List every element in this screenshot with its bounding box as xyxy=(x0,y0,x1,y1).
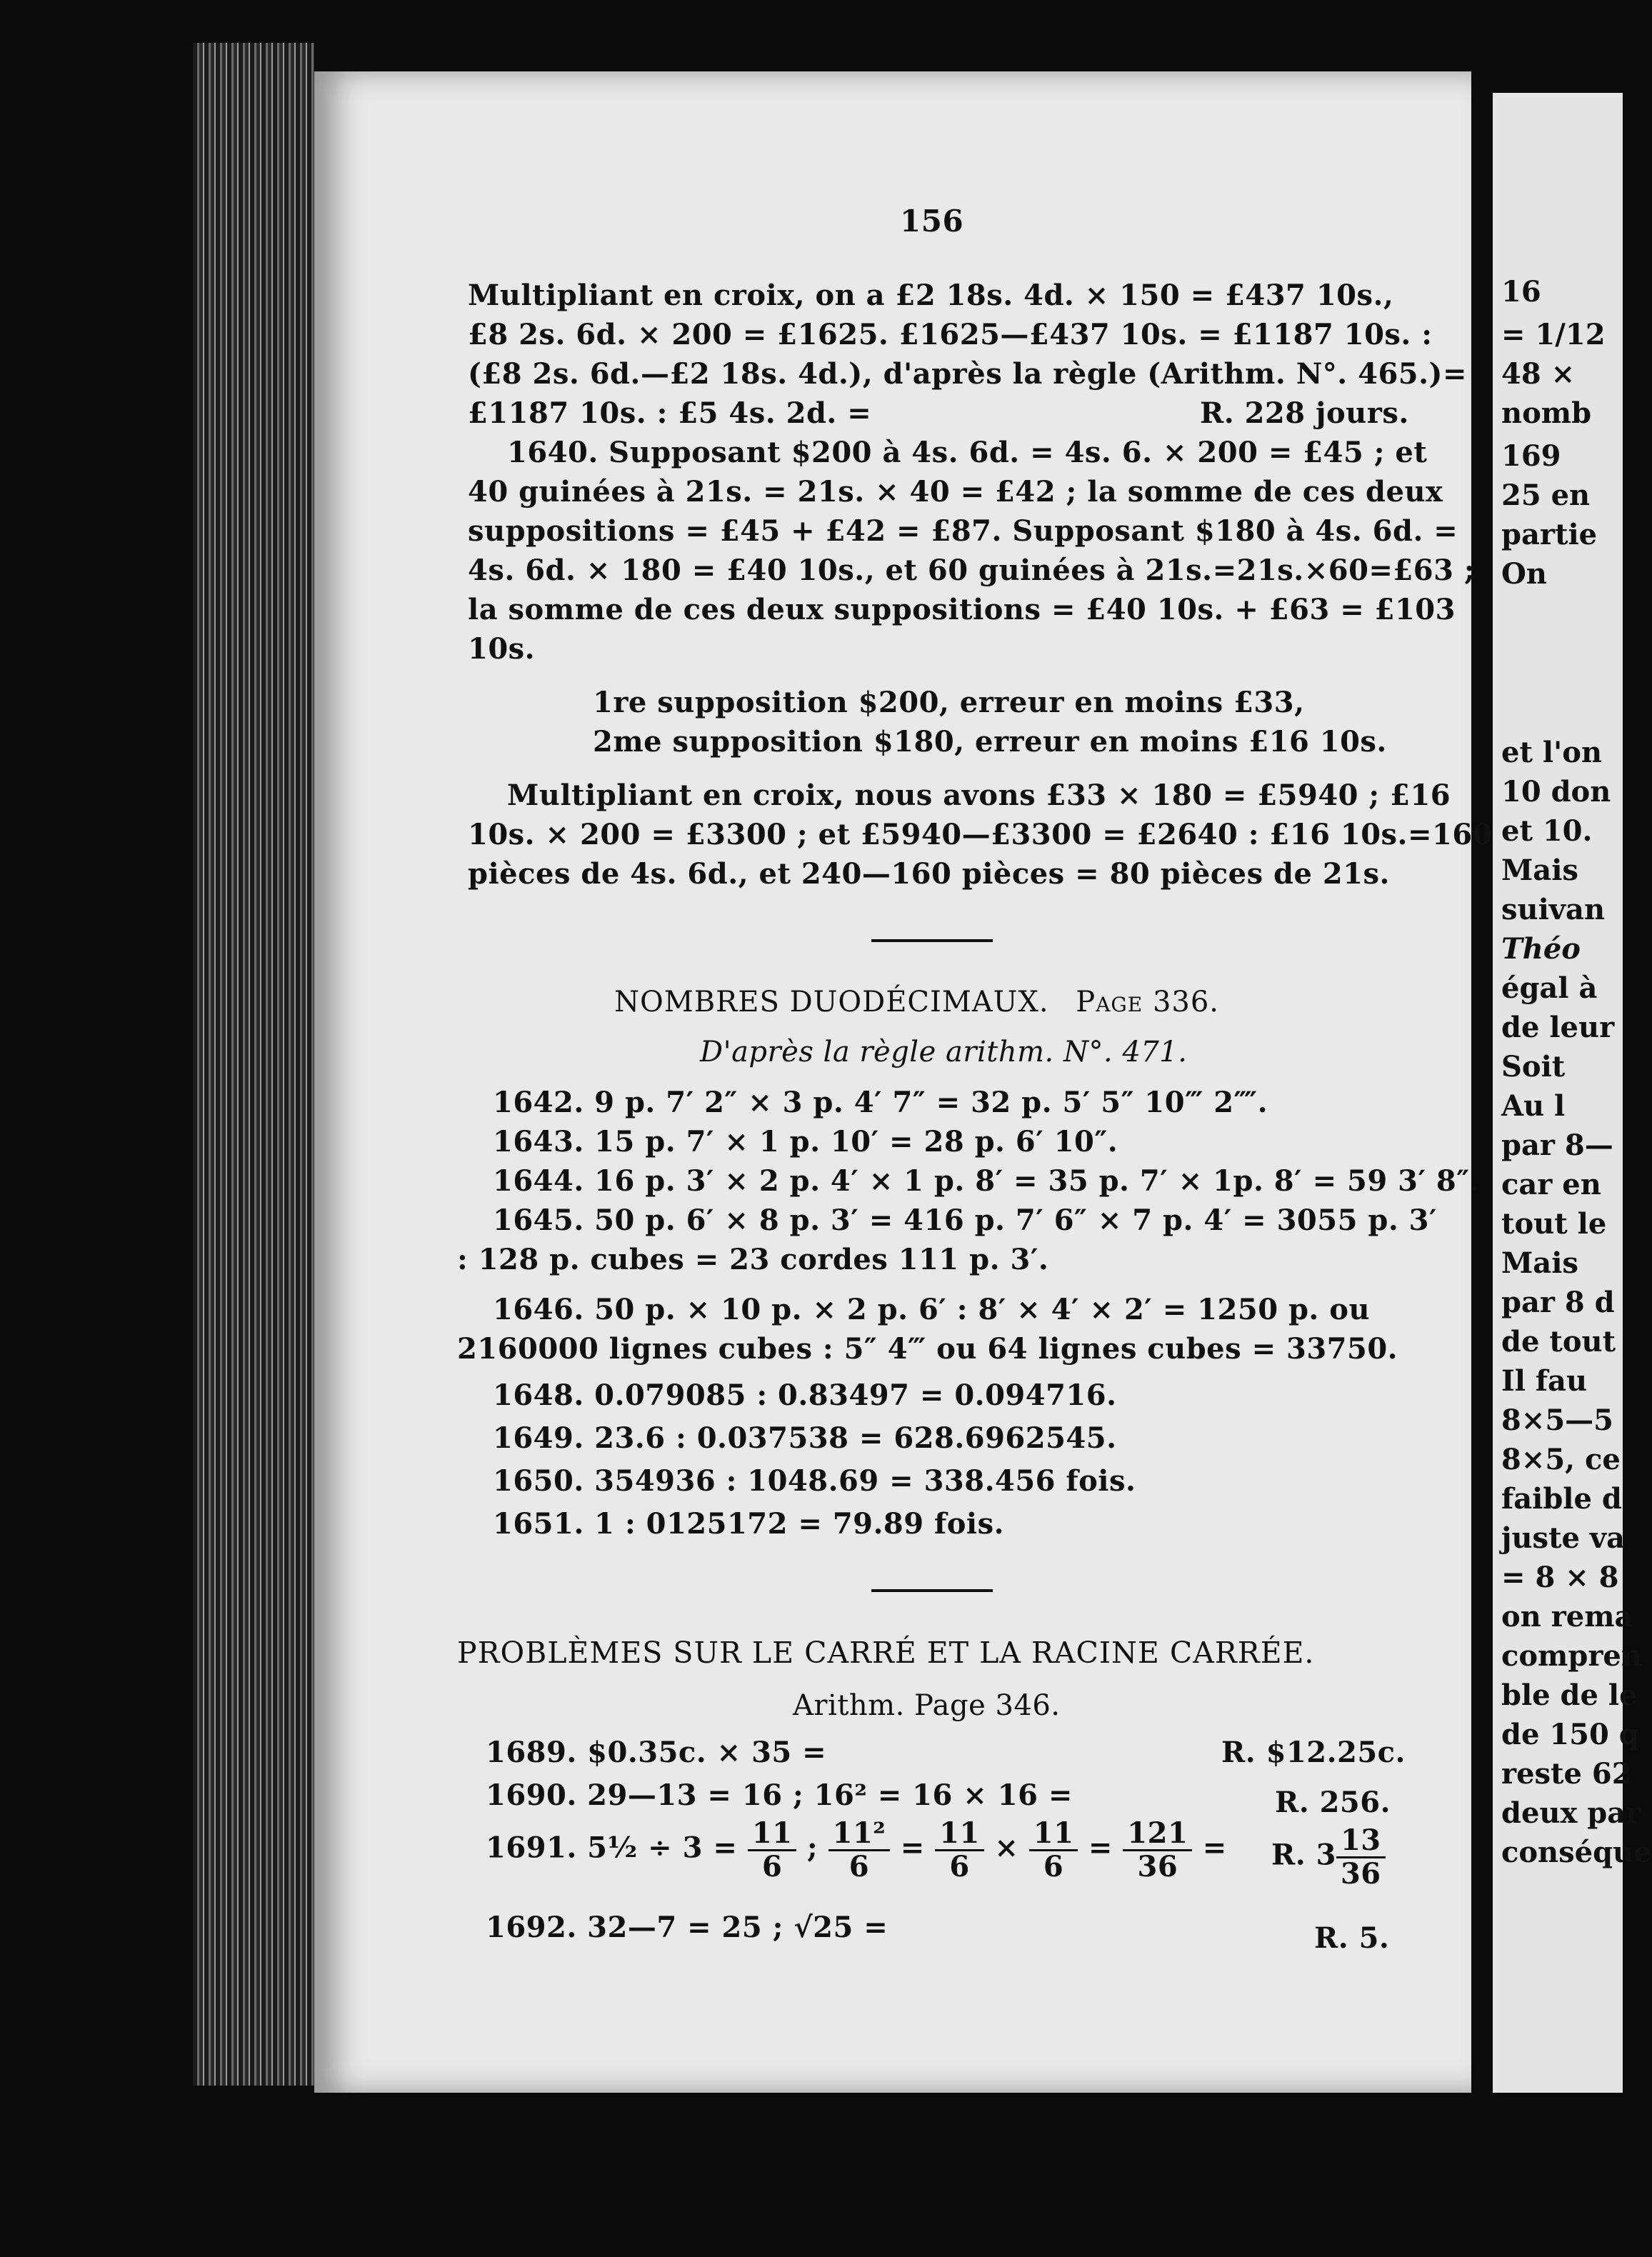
book-edge xyxy=(193,43,314,2086)
section-title-carre: PROBLÈMES SUR LE CARRÉ ET LA RACINE CARRÉE. xyxy=(457,1636,1315,1670)
section-title-text: NOMBRES DUODÉCIMAUX. xyxy=(614,986,1049,1019)
text-line: Multipliant en croix, on a £2 18s. 4d. × 150 = £437 10s., xyxy=(468,279,1394,312)
denominator: 6 xyxy=(949,1850,970,1883)
problem-1690: 1690. 29—13 = 16 ; 16² = 16 × 16 = xyxy=(486,1778,1073,1812)
problem-1691: 1691. 5½ ÷ 3 = $\frac{11}{6}$ ; $\frac{\text{11²}}{6}$ = $\frac{11}{6}$ × $\frac{11}{6}$ = $\frac{121}{36}$ = xyxy=(486,1816,1227,1883)
fraction xyxy=(828,1818,891,1883)
fragment-line: Il fau xyxy=(1501,1364,1588,1398)
answer-1691-lead: R. 3 xyxy=(1271,1838,1336,1872)
fragment-line: ble de le xyxy=(1501,1678,1638,1712)
fragment-line: car en xyxy=(1501,1168,1601,1201)
problem-1689: 1689. $0.35c. × 35 = xyxy=(486,1736,827,1769)
fraction xyxy=(935,1818,984,1883)
answer-1689: R. $12.25c. xyxy=(1221,1736,1406,1769)
numerator: 13 xyxy=(1336,1825,1386,1858)
fragment-line: = 8 × 8 xyxy=(1501,1561,1619,1594)
list-item: : 128 p. cubes = 23 cordes 111 p. 3′. xyxy=(457,1243,1049,1276)
text-line: 10s. xyxy=(468,632,536,666)
numerator: 11 xyxy=(748,1818,797,1851)
numerator: 121 xyxy=(1123,1818,1192,1851)
fragment-line: égal à xyxy=(1501,971,1598,1005)
fragment-line: Mais xyxy=(1501,1246,1578,1280)
section-subtitle: D'après la règle arithm. N°. 471. xyxy=(700,1036,1188,1069)
answer-1691 xyxy=(1271,1825,1386,1890)
fragment-line: par 8— xyxy=(1501,1128,1613,1162)
problem-1691-lead: 1691. 5½ ÷ 3 = xyxy=(486,1831,738,1865)
text-line: £1187 10s. : £5 4s. 2d. = xyxy=(468,396,872,430)
fragment-line: Au l xyxy=(1501,1089,1566,1123)
numerator: 11² xyxy=(828,1818,891,1851)
text-line: 10s. × 200 = £3300 ; et £5940—£3300 = £2640 : £16 10s.=160 xyxy=(468,818,1493,851)
left-page xyxy=(314,71,1493,2093)
list-item: 2160000 lignes cubes : 5″ 4‴ ou 64 lignes cubes = 33750. xyxy=(457,1332,1398,1366)
fragment-line: et 10. xyxy=(1501,814,1593,848)
list-item: 1650. 354936 : 1048.69 = 338.456 fois. xyxy=(493,1464,1136,1498)
section-subtitle: Arithm. Page 346. xyxy=(793,1689,1061,1722)
fragment-line: compren xyxy=(1501,1639,1642,1673)
text-line: £8 2s. 6d. × 200 = £1625. £1625—£437 10s. = £1187 10s. : xyxy=(468,318,1433,351)
fraction xyxy=(1336,1825,1386,1890)
fragment-line: tout le xyxy=(1501,1207,1607,1241)
text-line: 40 guinées à 21s. = 21s. × 40 = £42 ; la somme de ces deux xyxy=(468,475,1443,509)
fragment-line: On xyxy=(1501,557,1547,591)
fragment-line: de 150 q xyxy=(1501,1718,1639,1751)
fragment-line: = 1/12 xyxy=(1501,318,1606,351)
section-rule xyxy=(871,1589,993,1592)
fragment-line: faible d xyxy=(1501,1482,1622,1516)
fragment-line: 8×5, ce xyxy=(1501,1443,1621,1476)
fragment-line: de tout xyxy=(1501,1325,1616,1358)
text-line: 4s. 6d. × 180 = £40 10s., et 60 guinées à 21s.=21s.×60=£63 ; xyxy=(468,554,1476,587)
fragment-line: suivan xyxy=(1501,893,1606,926)
text-line: Multipliant en croix, nous avons £33 × 180 = £5940 ; £16 xyxy=(507,779,1451,812)
fragment-line: reste 62 xyxy=(1501,1757,1632,1791)
fragment-line: 10 don xyxy=(1501,775,1611,809)
list-item: 1644. 16 p. 3′ × 2 p. 4′ × 1 p. 8′ = 35 p. 7′ × 1p. 8′ = 59 3′ 8″. xyxy=(493,1164,1481,1198)
fraction xyxy=(1123,1818,1192,1883)
list-item: 1649. 23.6 : 0.037538 = 628.6962545. xyxy=(493,1421,1117,1455)
fragment-line: deux par xyxy=(1501,1796,1641,1830)
fragment-line: 8×5—5 xyxy=(1501,1403,1614,1437)
fragment-line: par 8 d xyxy=(1501,1286,1615,1319)
fragment-line: juste va xyxy=(1501,1521,1626,1555)
list-item: 1651. 1 : 0125172 = 79.89 fois. xyxy=(493,1507,1005,1541)
fragment-line: 169 xyxy=(1501,439,1561,473)
section-title-duodecimaux xyxy=(614,986,1219,1019)
fragment-line: de leur xyxy=(1501,1011,1615,1044)
fragment-line: Théo xyxy=(1501,932,1581,966)
fragment-line: nomb xyxy=(1501,396,1592,430)
fragment-line: partie xyxy=(1501,518,1598,551)
fragment-line: conséque xyxy=(1501,1836,1652,1869)
text-line: pièces de 4s. 6d., et 240—160 pièces = 80 pièces de 21s. xyxy=(468,857,1390,891)
fraction xyxy=(1029,1818,1078,1883)
denominator: 6 xyxy=(1043,1850,1064,1883)
answer-1690: R. 256. xyxy=(1275,1786,1391,1819)
fragment-line: Mais xyxy=(1501,854,1578,887)
answer-1692: R. 5. xyxy=(1314,1921,1390,1955)
fragment-line: Soit xyxy=(1501,1050,1566,1084)
fragment-line: 48 × xyxy=(1501,357,1576,391)
right-page-fragment xyxy=(1493,93,1652,2093)
text-line: 1640. Supposant $200 à 4s. 6d. = 4s. 6. × 200 = £45 ; et xyxy=(507,436,1428,469)
denominator: 36 xyxy=(1137,1850,1178,1883)
denominator: 6 xyxy=(848,1850,870,1883)
list-item: 1646. 50 p. × 10 p. × 2 p. 6′ : 8′ × 4′ × 2′ = 1250 p. ou xyxy=(493,1293,1371,1326)
fragment-line: 25 en xyxy=(1501,479,1591,512)
text-line: (£8 2s. 6d.—£2 18s. 4d.), d'après la règle (Arithm. N°. 465.)= xyxy=(468,357,1467,391)
section-page-ref: Page 336. xyxy=(1076,986,1220,1019)
list-item: 1645. 50 p. 6′ × 8 p. 3′ = 416 p. 7′ 6″ × 7 p. 4′ = 3055 p. 3′ xyxy=(493,1203,1438,1237)
list-item: 1642. 9 p. 7′ 2″ × 3 p. 4′ 7″ = 32 p. 5′ 5″ 10‴ 2⁗. xyxy=(493,1086,1268,1119)
fragment-line: 16 xyxy=(1501,275,1541,309)
text-line: 1re supposition $200, erreur en moins £33, xyxy=(593,686,1305,719)
text-line: suppositions = £45 + £42 = £87. Supposant $180 à 4s. 6d. = xyxy=(468,514,1458,548)
problem-1692: 1692. 32—7 = 25 ; √25 = xyxy=(486,1911,888,1944)
list-item: 1648. 0.079085 : 0.83497 = 0.094716. xyxy=(493,1378,1117,1412)
text-line: 2me supposition $180, erreur en moins £16 10s. xyxy=(593,725,1387,759)
section-rule xyxy=(871,939,993,942)
numerator: 11 xyxy=(935,1818,984,1851)
fragment-line: et l'on xyxy=(1501,736,1603,769)
denominator: 6 xyxy=(761,1850,783,1883)
text-line: la somme de ces deux suppositions = £40 10s. + £63 = £103 xyxy=(468,593,1456,626)
answer-228: R. 228 jours. xyxy=(1200,396,1409,430)
fraction xyxy=(748,1818,797,1883)
denominator: 36 xyxy=(1340,1857,1381,1891)
list-item: 1643. 15 p. 7′ × 1 p. 10′ = 28 p. 6′ 10″. xyxy=(493,1125,1118,1158)
page-number: 156 xyxy=(900,204,964,239)
numerator: 11 xyxy=(1029,1818,1078,1851)
fragment-line: on rema xyxy=(1501,1600,1633,1633)
